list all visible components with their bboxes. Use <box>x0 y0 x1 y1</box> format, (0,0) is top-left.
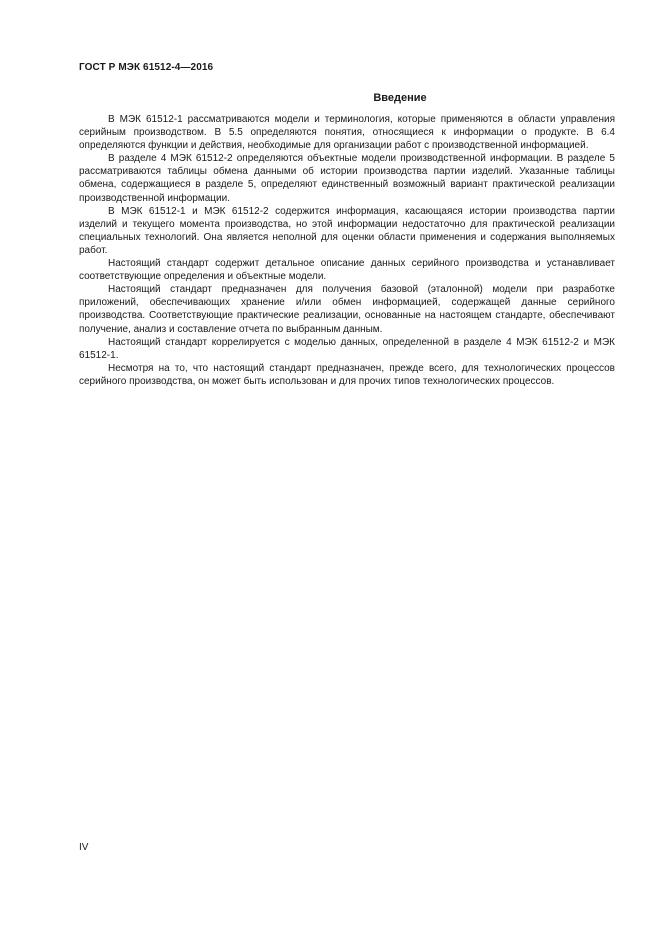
paragraph: В МЭК 61512-1 и МЭК 61512-2 содержится информация, касающаяся истории производства партии изделий и текущего момента производства, но этой информации недостаточно для практической реализации специальных технологий. Она является неполной для оценки области применения и содержания выполняемых работ. <box>79 205 615 256</box>
paragraph: Настоящий стандарт содержит детальное описание данных серийного производства и устанавливает соответствующие определения и объектные модели. <box>79 258 615 283</box>
paragraph: Настоящий стандарт предназначен для получения базовой (эталонной) модели при разработке приложений, обеспечивающих хранение и/или обмен информацией, содержащей данные серийного производства. Соответствующие практические реализации, основанные на настоящем стандарте, обеспечивают получение, анализ и составление отчета по выбранным данным. <box>79 284 615 335</box>
paragraph: Несмотря на то, что настоящий стандарт предназначен, прежде всего, для технологических процессов серийного производства, он может быть использован и для прочих типов технологических процессов. <box>79 362 615 387</box>
page-number: IV <box>79 842 89 853</box>
section-title: Введение <box>373 92 427 104</box>
paragraph: Настоящий стандарт коррелируется с моделью данных, определенной в разделе 4 МЭК 61512-2 и МЭК 61512-1. <box>79 336 615 361</box>
paragraph: В МЭК 61512-1 рассматриваются модели и терминология, которые применяются в области управления серийным производством. В 5.5 определяются понятия, относящиеся к информации о продукте. В 6.4 определяются функции и действия, необходимые для организации работ с производственной информацией. <box>79 114 615 152</box>
paragraph: В разделе 4 МЭК 61512-2 определяются объектные модели производственной информации. В разделе 5 рассматриваются таблицы обмена данными об истории производства партии изделий. Указанные таблицы обмена, содержащиеся в разделе 5, определяют единственный возможный вариант практической реализации производственной информации. <box>79 153 615 204</box>
document-header: ГОСТ Р МЭК 61512-4—2016 <box>79 62 214 73</box>
body-text <box>79 113 615 388</box>
